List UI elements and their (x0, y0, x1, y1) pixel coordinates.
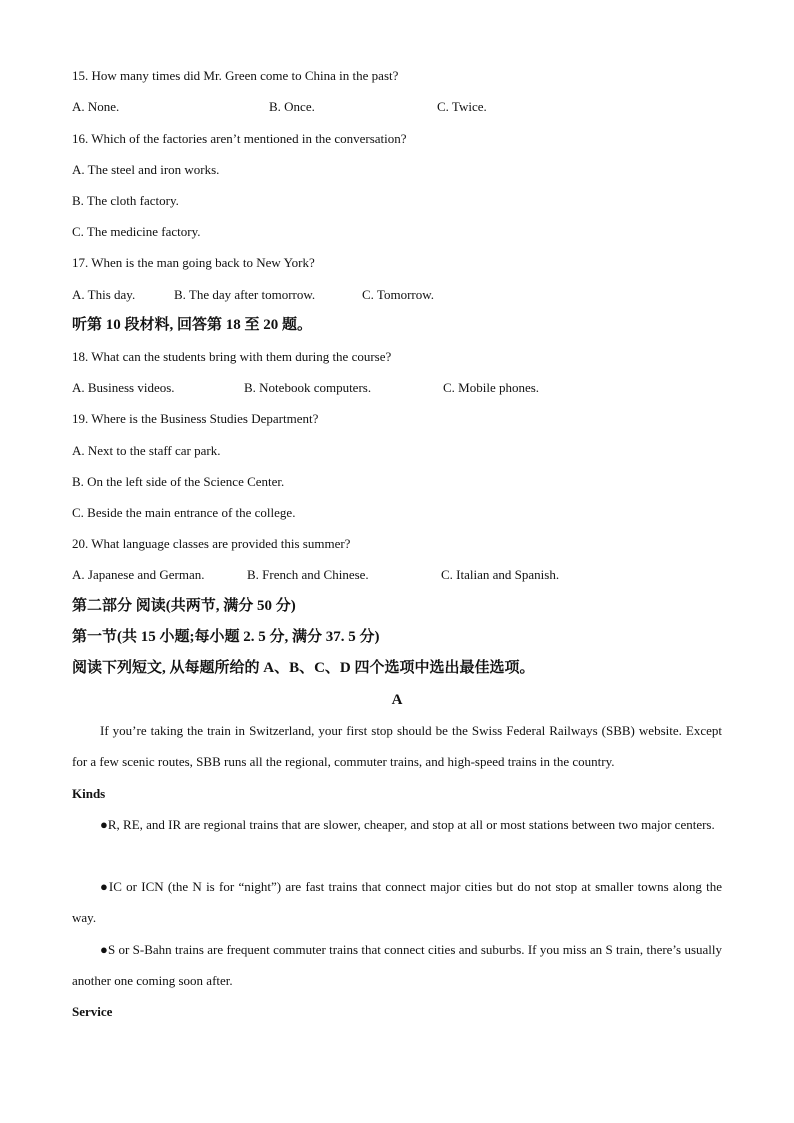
bullet-ic: ●IC or ICN (the N is for “night”) are fast trains that connect major cities but do not stop at smaller towns along the way. (72, 879, 722, 925)
question-17-stem: 17. When is the man going back to New York? (72, 255, 315, 270)
option-a: A. The steel and iron works. (72, 162, 220, 177)
option-a: A. None. (72, 99, 120, 114)
option-b: B. The cloth factory. (72, 193, 179, 208)
question-18-stem: 18. What can the students bring with them during the course? (72, 349, 392, 364)
option-b: B. On the left side of the Science Center. (72, 474, 285, 489)
question-20-stem: 20. What language classes are provided this summer? (72, 536, 351, 551)
option-b: B. The day after tomorrow. (174, 287, 316, 302)
option-c: C. Mobile phones. (443, 380, 540, 395)
question-19-stem: 19. Where is the Business Studies Department? (72, 411, 319, 426)
part2-instruction: 阅读下列短文, 从每题所给的 A、B、C、D 四个选项中选出最佳选项。 (72, 660, 535, 676)
option-a: A. Japanese and German. (72, 567, 205, 582)
option-c: C. The medicine factory. (72, 224, 201, 239)
option-c: C. Beside the main entrance of the college. (72, 505, 296, 520)
service-heading: Service (72, 1004, 113, 1019)
passage-intro: If you’re taking the train in Switzerland, your first stop should be the Swiss Federal Railways (SBB) website. Except for a few scenic routes, SBB runs all the regional, commuter trains, and high-speed trains in the country. (72, 723, 722, 769)
question-16-stem: 16. Which of the factories aren’t mentioned in the conversation? (72, 131, 407, 146)
option-b: B. Once. (269, 99, 315, 114)
option-c: C. Italian and Spanish. (441, 567, 560, 582)
option-c: C. Tomorrow. (362, 287, 435, 302)
option-c: C. Twice. (437, 99, 487, 114)
part2-title: 第二部分 阅读(共两节, 满分 50 分) (72, 598, 296, 614)
option-b: B. Notebook computers. (244, 380, 372, 395)
option-a: A. Business videos. (72, 380, 175, 395)
kinds-heading: Kinds (72, 786, 106, 801)
option-a: A. Next to the staff car park. (72, 443, 221, 458)
bullet-regional: ●R, RE, and IR are regional trains that are slower, cheaper, and stop at all or most stations between two major centers. (100, 817, 715, 832)
part2-section1: 第一节(共 15 小题;每小题 2. 5 分, 满分 37. 5 分) (72, 629, 380, 645)
option-b: B. French and Chinese. (247, 567, 369, 582)
bullet-s-bahn: ●S or S-Bahn trains are frequent commuter trains that connect cities and suburbs. If you miss an S train, there’s usually another one coming soon after. (72, 942, 722, 988)
passage-label: A (391, 692, 403, 708)
option-a: A. This day. (72, 287, 136, 302)
section-instruction: 听第 10 段材料, 回答第 18 至 20 题。 (72, 317, 313, 333)
question-15-stem: 15. How many times did Mr. Green come to China in the past? (72, 68, 399, 83)
